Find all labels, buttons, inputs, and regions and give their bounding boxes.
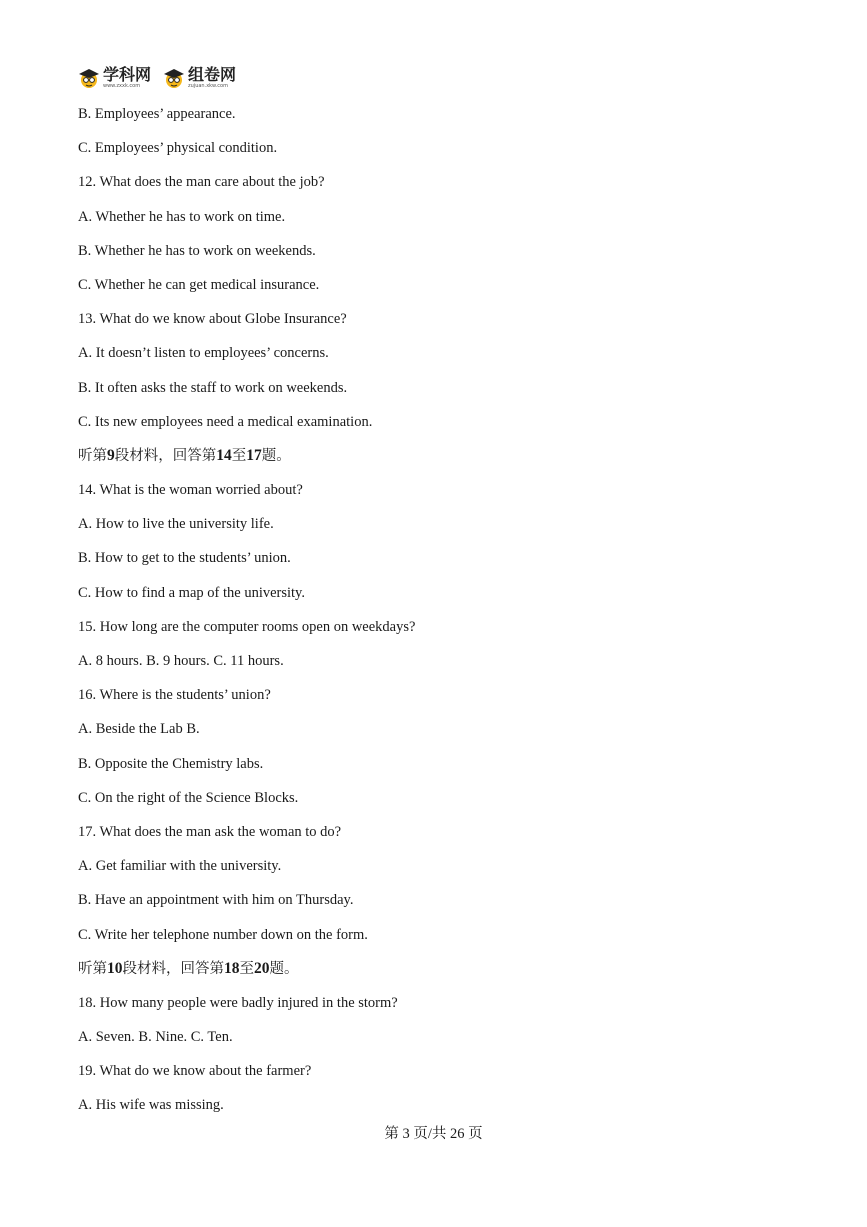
section-text-mid: 段材料，回答第 — [114, 447, 217, 464]
option-line: B. Opposite the Chemistry labs. — [78, 755, 264, 772]
section-text-n1: 10 — [107, 959, 123, 977]
header-logos — [78, 64, 236, 92]
zujuan-logo[interactable] — [163, 67, 236, 89]
question-line: 14. What is the woman worried about? — [78, 482, 303, 499]
section-text-n1: 9 — [107, 446, 115, 464]
section-text-n2: 14 — [216, 446, 232, 464]
question-line: 12. What does the man care about the job? — [78, 174, 325, 191]
option-line: A. It doesn’t listen to employees’ concerns. — [78, 345, 329, 362]
section-text-mid: 段材料，回答第 — [122, 960, 224, 977]
section-text-to: 至 — [239, 960, 254, 977]
option-line: C. Write her telephone number down on the form. — [78, 926, 368, 943]
option-line: A. 8 hours. B. 9 hours. C. 11 hours. — [78, 653, 284, 669]
logo-title: 组卷网 — [188, 65, 237, 84]
logo-url: www.zxxk.com — [103, 83, 141, 89]
option-line: B. How to get to the students’ union. — [78, 550, 291, 567]
section-text-post: 题。 — [269, 960, 299, 977]
option-line: A. Whether he has to work on time. — [78, 208, 286, 225]
scholar-cap-icon — [78, 67, 100, 89]
page-number: 第 3 页/共 26 页 — [384, 1126, 483, 1142]
option-line: C. Its new employees need a medical examination. — [78, 413, 373, 430]
logo-url: zujuan.xkw.com — [188, 83, 228, 89]
zxxk-logo[interactable] — [78, 67, 151, 89]
section-text-n2: 18 — [224, 959, 240, 977]
question-line: 13. What do we know about Globe Insurance? — [78, 311, 347, 328]
option-line: A. Get familiar with the university. — [78, 858, 282, 875]
option-line: C. On the right of the Science Blocks. — [78, 789, 299, 806]
question-line: 18. How many people were badly injured in the storm? — [78, 994, 398, 1011]
option-line: B. It often asks the staff to work on weekends. — [78, 379, 348, 396]
section-instruction — [78, 445, 798, 479]
option-line: C. Employees’ physical condition. — [78, 140, 278, 157]
option-line: A. Beside the Lab B. — [78, 721, 200, 738]
section-text-post: 题。 — [261, 447, 291, 464]
section-text-n3: 20 — [254, 959, 270, 977]
section-instruction — [78, 958, 798, 992]
section-text-pre: 听第 — [78, 960, 107, 977]
scholar-cap-icon — [163, 67, 185, 89]
document-body — [78, 103, 798, 1129]
section-text-to: 至 — [231, 447, 247, 464]
option-line: B. Employees’ appearance. — [78, 106, 236, 122]
option-line: C. How to find a map of the university. — [78, 584, 305, 601]
option-line: A. Seven. B. Nine. C. Ten. — [78, 1029, 233, 1046]
option-line: C. Whether he can get medical insurance. — [78, 276, 320, 293]
section-text-n3: 17 — [246, 446, 262, 464]
option-line: A. How to live the university life. — [78, 516, 274, 533]
section-text-pre: 听第 — [78, 447, 107, 464]
question-line: 19. What do we know about the farmer? — [78, 1063, 312, 1080]
question-line: 16. Where is the students’ union? — [78, 687, 271, 704]
logo-title: 学科网 — [103, 65, 152, 84]
question-line: 17. What does the man ask the woman to do? — [78, 823, 342, 840]
option-line: B. Have an appointment with him on Thursday. — [78, 892, 354, 909]
option-line: B. Whether he has to work on weekends. — [78, 242, 316, 259]
question-line: 15. How long are the computer rooms open on weekdays? — [78, 618, 416, 635]
option-line: A. His wife was missing. — [78, 1097, 224, 1114]
